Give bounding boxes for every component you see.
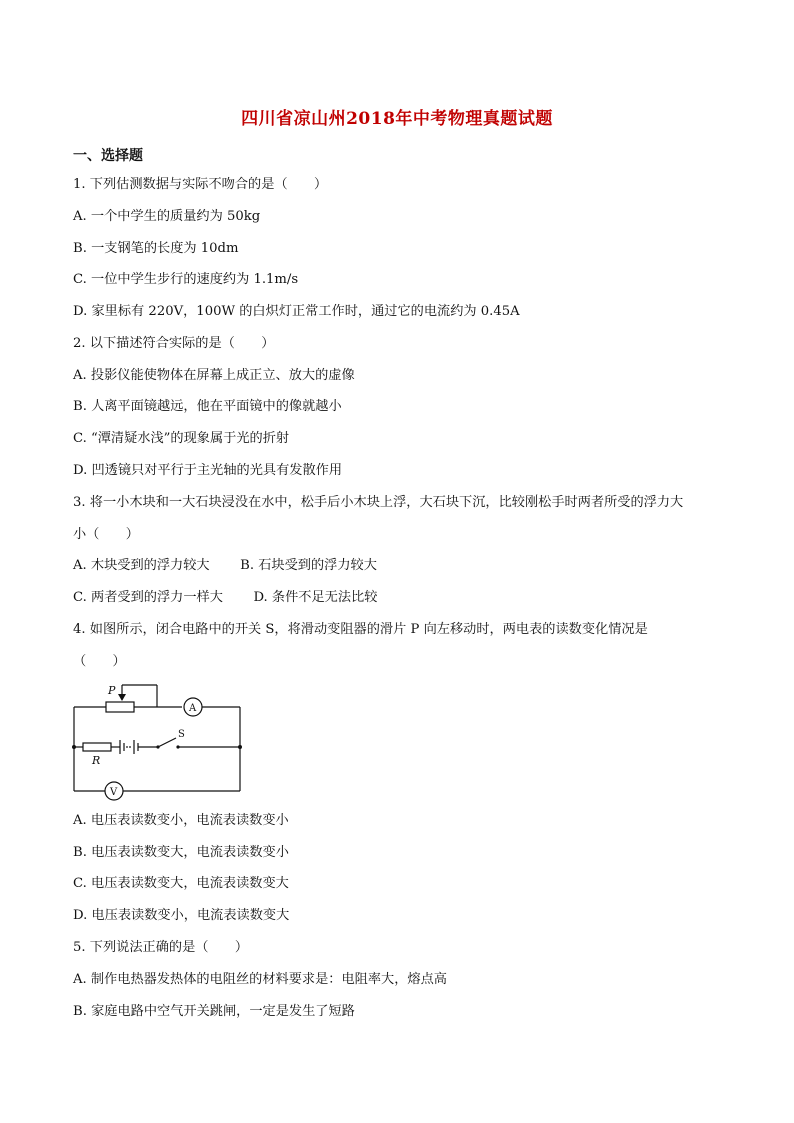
question-4-stem: 4. 如图所示，闭合电路中的开关 S，将滑动变阻器的滑片 P 向左移动时，两电表的读数变化情况是: [73, 622, 648, 637]
question-3-stem-continued: 小（ ）: [73, 527, 139, 542]
question-4-stem-continued: （ ）: [73, 654, 126, 669]
question-4-option-a: A. 电压表读数变小，电流表读数变小: [73, 813, 289, 828]
question-1-option-c: C. 一位中学生步行的速度约为 1.1m/s: [73, 272, 299, 287]
question-2-option-a: A. 投影仪能使物体在屏幕上成正立、放大的虚像: [73, 368, 355, 383]
question-3-stem: 3. 将一小木块和一大石块浸没在水中，松手后小木块上浮，大石块下沉，比较刚松手时两者所受的浮力大: [73, 495, 684, 510]
question-2-option-b: B. 人离平面镜越远，他在平面镜中的像就越小: [73, 399, 342, 414]
question-4-option-c: C. 电压表读数变大，电流表读数变大: [73, 876, 289, 891]
slider-label: P: [108, 684, 116, 697]
question-1-option-a: A. 一个中学生的质量约为 50kg: [73, 209, 261, 224]
question-2-option-c: C. “潭清疑水浅”的现象属于光的折射: [73, 431, 290, 446]
resistor-symbol: [83, 743, 111, 751]
question-3-options-row-2: C. 两者受到的浮力一样大 D. 条件不足无法比较: [73, 590, 378, 605]
question-3-options-row-1: A. 木块受到的浮力较大 B. 石块受到的浮力较大: [73, 558, 377, 573]
rheostat-body: [106, 702, 134, 712]
question-5-option-a: A. 制作电热器发热体的电阻丝的材料要求是：电阻率大，熔点高: [73, 972, 447, 987]
question-2-option-d: D. 凹透镜只对平行于主光轴的光具有发散作用: [73, 463, 343, 478]
voltmeter-label: V: [110, 787, 118, 798]
section-heading: 一、选择题: [73, 148, 143, 164]
circuit-diagram: [70, 680, 250, 805]
question-1-stem: 1. 下列估测数据与实际不吻合的是（ ）: [73, 177, 328, 192]
question-5-option-b: B. 家庭电路中空气开关跳闸，一定是发生了短路: [73, 1004, 355, 1019]
resistor-label: R: [92, 754, 101, 767]
question-2-stem: 2. 以下描述符合实际的是（ ）: [73, 336, 275, 351]
switch-symbol: [158, 738, 176, 747]
question-5-stem: 5. 下列说法正确的是（ ）: [73, 940, 249, 955]
ammeter-label: A: [189, 703, 197, 714]
question-1-option-b: B. 一支钢笔的长度为 10dm: [73, 241, 239, 256]
switch-label: S: [178, 729, 185, 740]
question-1-option-d: D. 家里标有 220V，100W 的白炽灯正常工作时，通过它的电流约为 0.45A: [73, 304, 520, 319]
question-4-option-d: D. 电压表读数变小，电流表读数变大: [73, 908, 290, 923]
page-title: 四川省凉山州2018年中考物理真题试题: [241, 109, 553, 129]
question-4-option-b: B. 电压表读数变大，电流表读数变小: [73, 845, 289, 860]
